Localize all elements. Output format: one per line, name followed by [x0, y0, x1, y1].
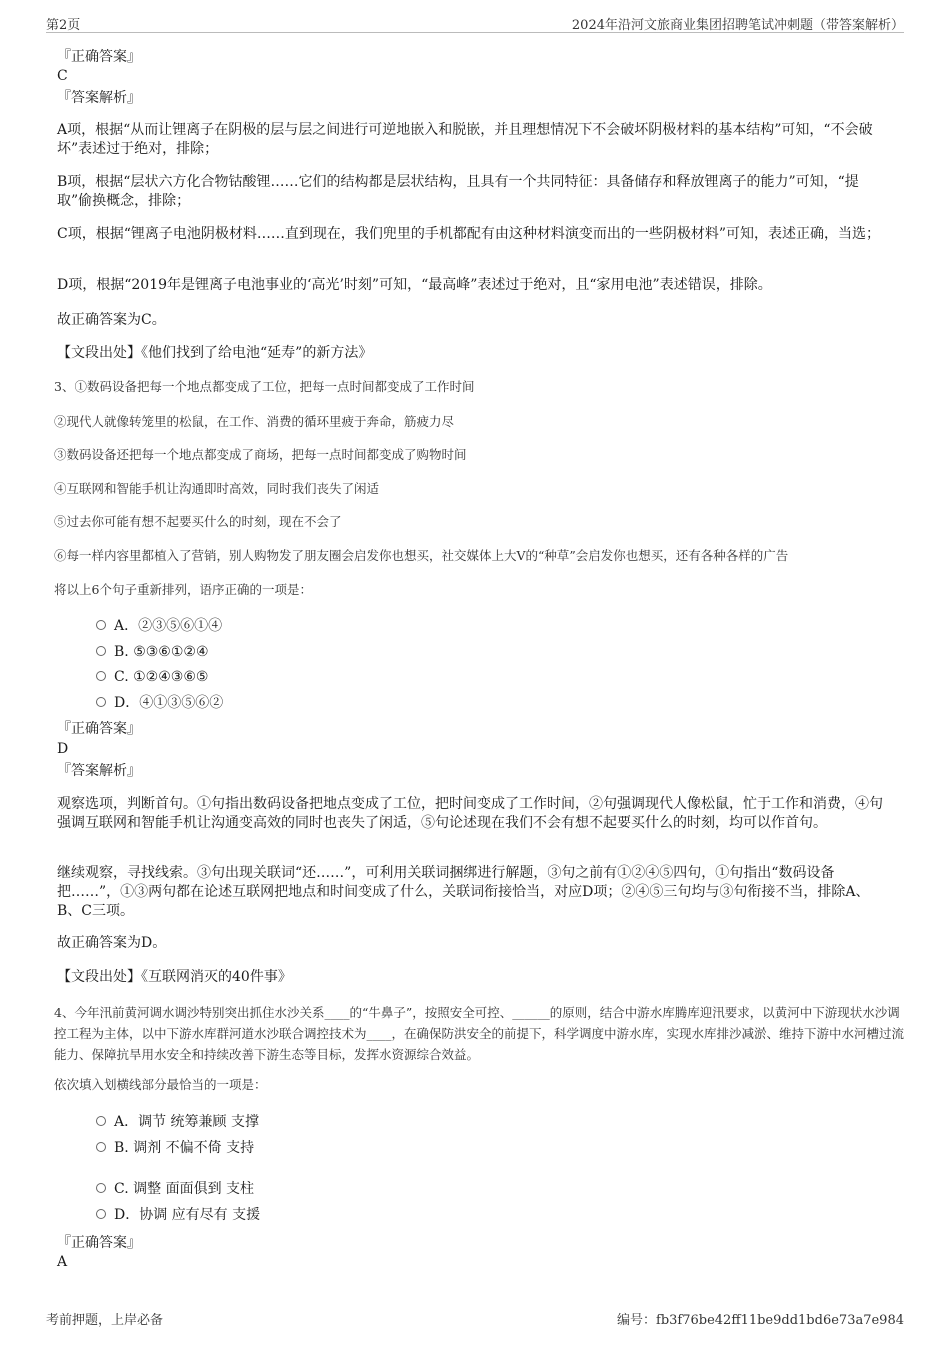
option-label: A．②③⑤⑥①④	[114, 618, 223, 634]
q4-option-a[interactable]	[96, 1113, 259, 1131]
radio-icon[interactable]	[96, 1209, 106, 1219]
radio-icon[interactable]	[96, 1183, 106, 1193]
option-label: B. 调剂 不偏不倚 支持	[114, 1140, 255, 1156]
option-label: A．调节 统筹兼顾 支撑	[114, 1114, 260, 1130]
radio-icon[interactable]	[96, 697, 106, 707]
q3-analysis-2: 继续观察，寻找线索。③句出现关联词“还……”，可利用关联词捆绑进行解题，③句之前有①②④⑤四句，①句指出“数码设备把……”，①③两句都在论述互联网把地点和时间变成了什么，关联词衔接恰当，对应D项；②④⑤三句均与③句衔接不当，排除A、B、C三项。	[57, 865, 870, 919]
option-label: B. ⑤③⑥①②④	[114, 644, 209, 660]
page-header	[46, 14, 904, 33]
q2-analysis-b: B项，根据“层状六方化合物钴酸锂……它们的结构都是层状结构，且具有一个共同特征：具备储存和释放锂离子的能力”可知，“提取”偷换概念，排除；	[57, 174, 859, 209]
q3-option-d[interactable]	[96, 694, 223, 712]
q2-analysis-label: 『答案解析』	[57, 90, 141, 106]
radio-icon[interactable]	[96, 646, 106, 656]
q4-answer-label: 『正确答案』	[57, 1235, 141, 1251]
q3-answer-label: 『正确答案』	[57, 721, 141, 737]
q4-prompt: 依次填入划横线部分最恰当的一项是：	[54, 1077, 267, 1092]
document-title: 2024年沿河文旅商业集团招聘笔试冲刺题（带答案解析）	[571, 18, 904, 33]
q3-answer: D	[57, 741, 69, 757]
page-number: 第2页	[46, 18, 81, 33]
q2-analysis-a: A项，根据“从而让锂离子在阴极的层与层之间进行可逆地嵌入和脱嵌，并且理想情况下不会破坏阴极材料的基本结构”可知，“不会破坏”表述过于绝对，排除；	[57, 122, 873, 157]
radio-icon[interactable]	[96, 1116, 106, 1126]
q3-prompt: 将以上6个句子重新排列，语序正确的一项是：	[54, 582, 312, 597]
q3-source: 【文段出处】《互联网消灭的40件事》	[57, 969, 292, 985]
option-label: D．协调 应有尽有 支援	[114, 1207, 261, 1223]
q3-stem-3: ③数码设备还把每一个地点都变成了商场，把每一点时间都变成了购物时间	[54, 447, 467, 462]
option-label: C. ①②④③⑥⑤	[114, 669, 209, 685]
q3-stem-1: 3、①数码设备把每一个地点都变成了工位，把每一点时间都变成了工作时间	[54, 379, 475, 394]
q4-stem: 4、今年汛前黄河调水调沙特别突出抓住水沙关系____的“牛鼻子”，按照安全可控、______的原则，结合中游水库腾库迎汛要求，以黄河中下游现状水沙调控工程为主体，以中下游水库群河道水沙联合调控技术为____，在确保防洪安全的前提下，科学调度中游水库，实现水库排沙减淤、维持下游中水河槽过流能力、保障抗旱用水安全和持续改善下游生态等目标，发挥水资源综合效益。	[54, 1005, 905, 1062]
q4-answer: A	[57, 1254, 68, 1270]
q3-option-b[interactable]	[96, 643, 209, 661]
footer-slogan: 考前押题，上岸必备	[46, 1313, 164, 1328]
radio-icon[interactable]	[96, 671, 106, 681]
q4-option-d[interactable]	[96, 1206, 260, 1224]
q3-conclusion: 故正确答案为D。	[57, 935, 167, 951]
q2-conclusion: 故正确答案为C。	[57, 312, 166, 328]
q4-option-b[interactable]	[96, 1139, 254, 1157]
q3-stem-6: ⑥每一样内容里都植入了营销，别人购物发了朋友圈会启发你也想买，社交媒体上大V的“种草”会启发你也想买，还有各种各样的广告	[54, 548, 789, 563]
q2-answer-label: 『正确答案』	[57, 49, 141, 65]
option-label: D．④①③⑤⑥②	[114, 695, 224, 711]
q3-analysis-1: 观察选项，判断首句。①句指出数码设备把地点变成了工位，把时间变成了工作时间，②句强调现代人像松鼠，忙于工作和消费，④句强调互联网和智能手机让沟通变高效的同时也丧失了闲适，⑤句论述现在我们不会有想不起要买什么的时刻，均可以作首句。	[57, 796, 883, 831]
q3-stem-4: ④互联网和智能手机让沟通即时高效，同时我们丧失了闲适	[54, 481, 380, 496]
radio-icon[interactable]	[96, 1142, 106, 1152]
q3-analysis-label: 『答案解析』	[57, 763, 141, 779]
q2-source: 【文段出处】《他们找到了给电池“延寿”的新方法》	[57, 345, 373, 361]
q3-stem-5: ⑤过去你可能有想不起要买什么的时刻，现在不会了	[54, 514, 342, 529]
option-label: C. 调整 面面俱到 支柱	[114, 1181, 255, 1197]
page-footer	[46, 1309, 904, 1327]
q2-answer: C	[57, 68, 68, 84]
q4-option-c[interactable]	[96, 1180, 254, 1198]
q2-analysis-d: D项，根据“2019年是锂离子电池事业的‘高光’时刻”可知，“最高峰”表述过于绝对，且“家用电池”表述错误，排除。	[57, 277, 772, 293]
q2-analysis-c: C项，根据“锂离子电池阴极材料……直到现在，我们兜里的手机都配有由这种材料演变而出的一些阴极材料”可知，表述正确，当选；	[57, 226, 881, 242]
radio-icon[interactable]	[96, 620, 106, 630]
q3-option-a[interactable]	[96, 617, 222, 635]
q3-option-c[interactable]	[96, 668, 208, 686]
document-id: 编号：fb3f76be42ff11be9dd1bd6e73a7e984	[617, 1313, 904, 1328]
q3-stem-2: ②现代人就像转笼里的松鼠，在工作、消费的循环里疲于奔命，筋疲力尽	[54, 414, 455, 429]
